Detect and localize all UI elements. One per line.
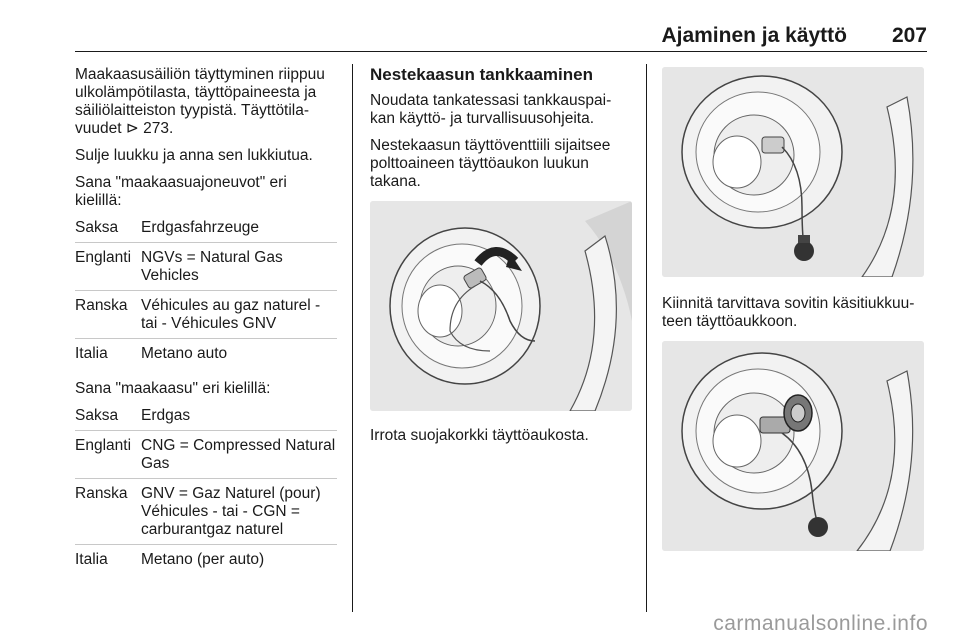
paragraph-close-flap: Sulje luukku ja anna sen lukkiutua. bbox=[75, 147, 313, 164]
column-1 bbox=[75, 66, 337, 574]
column-3 bbox=[662, 66, 928, 551]
page-ref[interactable]: 273. bbox=[143, 120, 174, 137]
figure-cap-hanging bbox=[662, 67, 924, 277]
column-divider bbox=[646, 64, 647, 612]
table-gas-names bbox=[75, 401, 337, 574]
caption-attach-adapter: Kiinnitä tarvittava sovitin käsitiukkuu-teen täyttöaukkoon. bbox=[662, 295, 915, 330]
table-row: Saksa Erdgasfahrzeuge bbox=[75, 213, 337, 243]
section-heading: Nestekaasun tankkaaminen bbox=[370, 65, 593, 84]
adapter-illustration bbox=[662, 341, 924, 551]
table-row: Ranska GNV = Gaz Naturel (pour) Véhicules - tai - CGN = carburantgaz naturel bbox=[75, 479, 337, 545]
watermark: carmanualsonline.info bbox=[713, 612, 928, 635]
paragraph-instructions: Noudata tankatessasi tankkauspai-kan käyttö- ja turvallisuusohjeita. bbox=[370, 92, 612, 127]
figure-remove-cap bbox=[370, 201, 632, 411]
table-vehicle-names bbox=[75, 213, 337, 368]
table-row: Englanti NGVs = Natural Gas Vehicles bbox=[75, 243, 337, 291]
paragraph-valve-location: Nestekaasun täyttöventtiili sijaitsee polttoaineen täyttöaukon luukun takana. bbox=[370, 137, 611, 190]
caption-remove-cap: Irrota suojakorkki täyttöaukosta. bbox=[370, 427, 589, 444]
table-row: Ranska Véhicules au gaz naturel - tai - Véhicules GNV bbox=[75, 291, 337, 339]
section-title: Ajaminen ja käyttö bbox=[661, 24, 847, 47]
fuel-flap-open-illustration bbox=[662, 67, 924, 277]
table-row: Saksa Erdgas bbox=[75, 401, 337, 431]
header-rule bbox=[75, 51, 927, 52]
table-row: Italia Metano auto bbox=[75, 345, 228, 362]
page-ref-arrow-icon: ⊳ bbox=[125, 120, 139, 137]
page-number: 207 bbox=[891, 24, 927, 47]
figure-adapter-attached bbox=[662, 341, 924, 551]
page-header bbox=[75, 24, 927, 50]
table-row: Englanti CNG = Compressed Natural Gas bbox=[75, 431, 337, 479]
paragraph-vehicles-intro: Sana "maakaasuajoneuvot" eri kielillä: bbox=[75, 174, 287, 209]
fuel-flap-illustration bbox=[370, 201, 632, 411]
column-2 bbox=[370, 66, 632, 454]
paragraph-gas-intro: Sana "maakaasu" eri kielillä: bbox=[75, 380, 271, 397]
paragraph-capacity: Maakaasusäiliön täyttyminen riippuu ulkolämpötilasta, täyttöpaineesta ja säiliölaitteiston tyypistä. Täyttötila-vuudet ⊳ 273. bbox=[75, 66, 325, 137]
table-row: Italia Metano (per auto) bbox=[75, 551, 265, 568]
column-divider bbox=[352, 64, 353, 612]
